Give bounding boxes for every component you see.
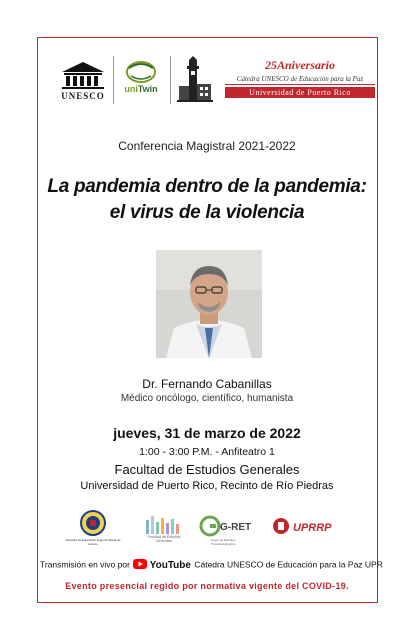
header-logos	[50, 52, 368, 110]
anniversary-block	[225, 58, 375, 98]
event-time: 1:00 - 3:00 P.M. - Anfiteatro 1	[139, 446, 275, 458]
fe-logo	[144, 514, 184, 534]
unesco-logo	[58, 60, 108, 104]
uprrp-logo	[272, 516, 332, 536]
unitwin-suffix: Twin	[137, 84, 158, 94]
gret-icon	[200, 514, 252, 538]
gret-caption: Grupo de Estudios Transdisciplinarios	[210, 538, 236, 546]
uprrp-label: UPRRP	[293, 522, 332, 534]
divider	[170, 56, 171, 104]
youtube-icon	[133, 559, 147, 569]
stream-prefix: Transmisión en vivo por	[40, 559, 130, 570]
youtube-word: YouTube	[149, 560, 191, 571]
gret-logo	[200, 514, 252, 538]
upr-tower-logo	[175, 56, 215, 106]
event-campus: Universidad de Puerto Rico, Recinto de Río Piedras	[80, 480, 334, 492]
event-title	[40, 174, 374, 226]
seal-icon	[80, 510, 106, 536]
stream-channel[interactable]: Cátedra UNESCO de Educación para la Paz UPR	[194, 559, 383, 570]
series-label: Conferencia Magistral 2021-2022	[118, 139, 296, 153]
globe-icon	[117, 58, 165, 84]
title-line-1: La pandemia dentro de la pandemia:	[47, 176, 367, 197]
education-caption: Facultad de Educación Eugenio María de Hostos	[65, 538, 121, 546]
temple-icon	[58, 60, 108, 90]
unitwin-label	[117, 84, 165, 94]
event-faculty: Facultad de Estudios Generales	[114, 462, 300, 477]
sponsor-logos	[50, 508, 368, 548]
fe-caption: Facultad de Estudios Generales	[147, 535, 181, 543]
divider	[113, 56, 114, 104]
unitwin-logo	[117, 58, 165, 104]
unitwin-prefix: uni	[124, 84, 138, 94]
speaker-photo	[156, 250, 262, 358]
uprrp-icon	[272, 516, 332, 536]
stream-line	[40, 559, 383, 571]
event-date: jueves, 31 de marzo de 2022	[113, 425, 301, 441]
youtube-logo[interactable]	[133, 559, 191, 571]
title-line-2: el virus de la violencia	[109, 202, 305, 223]
speaker-role: Médico oncólogo, científico, humanista	[120, 393, 294, 404]
education-seal-logo	[80, 510, 106, 536]
unesco-label: UNESCO	[61, 91, 105, 101]
anniversary-title: 25Aniversario	[264, 58, 335, 72]
tower-icon	[175, 56, 215, 106]
bars-icon	[144, 514, 184, 534]
gret-label: G-RET	[220, 522, 252, 533]
covid-notice: Evento presencial regido por normativa vigente del COVID-19.	[65, 581, 349, 591]
speaker-name: Dr. Fernando Cabanillas	[142, 377, 272, 391]
university-banner: Universidad de Puerto Rico	[225, 87, 375, 98]
anniversary-subtitle: Cátedra UNESCO de Educación para la Paz	[225, 75, 375, 85]
